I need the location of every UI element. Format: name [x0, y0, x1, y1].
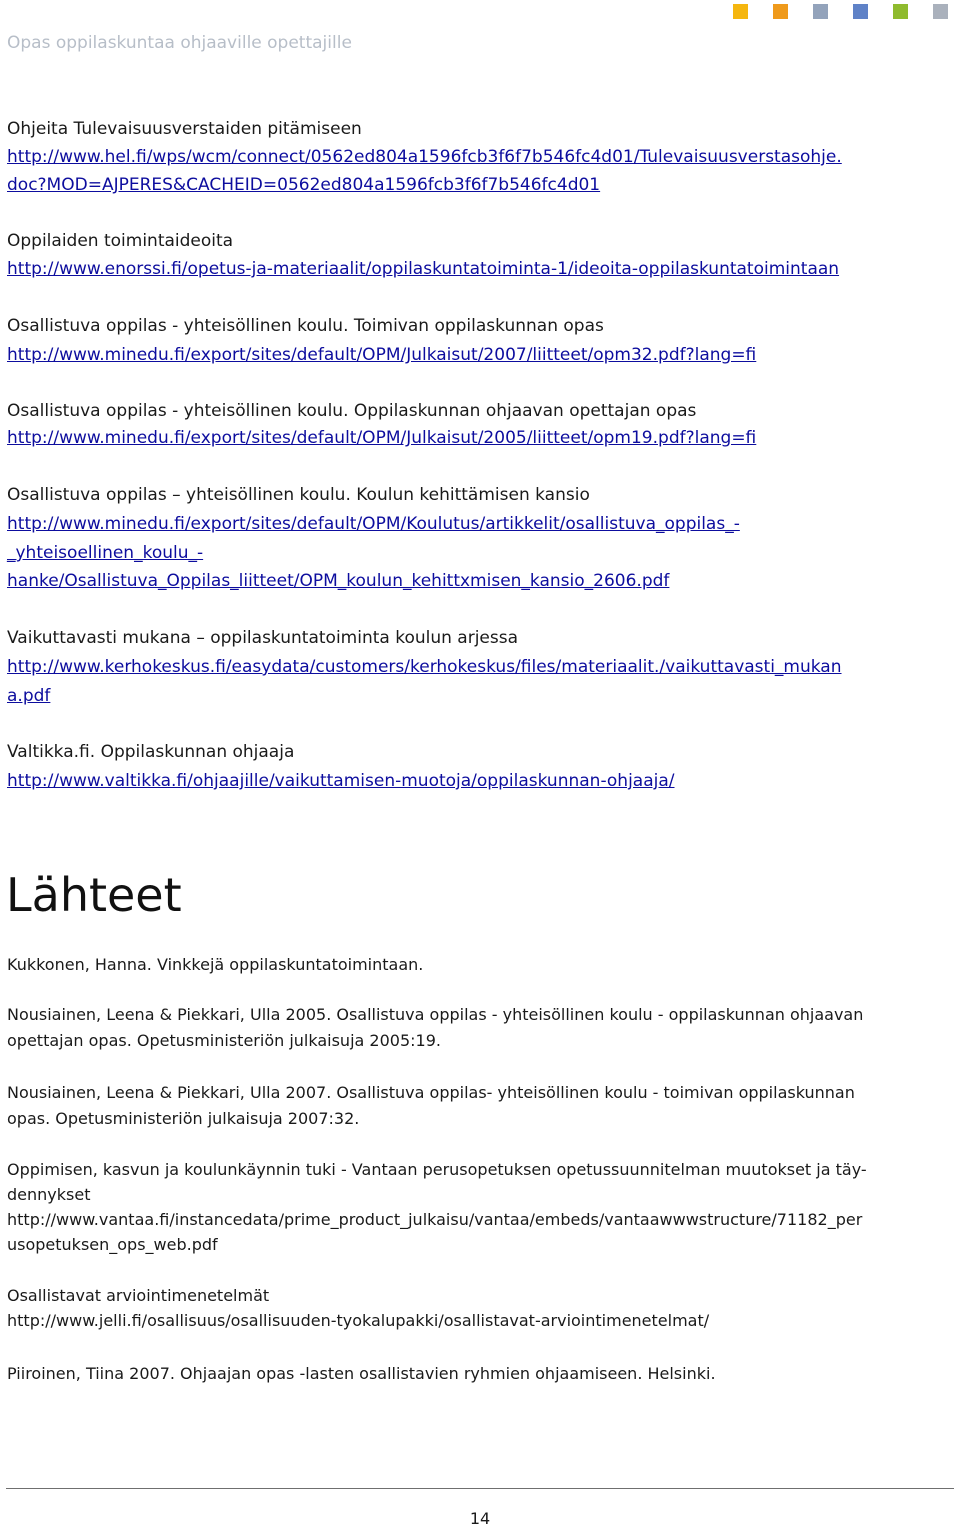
- color-square: [933, 4, 948, 19]
- footer-divider: [6, 1488, 954, 1489]
- resource-title: Valtikka.fi. Oppilaskunnan ohjaaja: [7, 742, 295, 762]
- resource-link[interactable]: http://www.enorssi.fi/opetus-ja-materiaalit/oppilaskuntatoiminta-1/ideoita-oppilaskuntatoimintaan: [7, 259, 840, 279]
- resource-title: Osallistuva oppilas - yhteisöllinen koulu. Oppilaskunnan ohjaavan opettajan opas: [7, 401, 697, 421]
- resource-title: Osallistuva oppilas - yhteisöllinen koulu. Toimivan oppilaskunnan opas: [7, 316, 604, 336]
- color-square: [893, 4, 908, 19]
- reference-url[interactable]: http://www.jelli.fi/osallisuus/osallisuuden-tyokalupakki/osallistavat-arviointimenetelmat/: [7, 1311, 710, 1330]
- resource-link[interactable]: http://www.kerhokeskus.fi/easydata/customers/kerhokeskus/files/materiaalit./vaikuttavasti_mukan: [7, 657, 842, 677]
- reference-line: Oppimisen, kasvun ja koulunkäynnin tuki - Vantaan perusopetuksen opetussuunnitelman muutokset ja täy-: [7, 1160, 867, 1179]
- resource-link[interactable]: http://www.minedu.fi/export/sites/default/OPM/Julkaisut/2005/liitteet/opm19.pdf?lang=fi: [7, 428, 757, 448]
- resource-title: Ohjeita Tulevaisuusverstaiden pitämiseen: [7, 119, 362, 139]
- reference-url[interactable]: usopetuksen_ops_web.pdf: [7, 1235, 218, 1254]
- reference-line: Nousiainen, Leena & Piekkari, Ulla 2005. Osallistuva oppilas - yhteisöllinen koulu - oppilaskunnan ohjaavan: [7, 1005, 864, 1024]
- resource-title: Vaikuttavasti mukana – oppilaskuntatoiminta koulun arjessa: [7, 628, 519, 648]
- reference-line: Piiroinen, Tiina 2007. Ohjaajan opas -lasten osallistavien ryhmien ohjaamiseen. Helsinki.: [7, 1364, 716, 1383]
- resource-link[interactable]: http://www.minedu.fi/export/sites/default/OPM/Julkaisut/2007/liitteet/opm32.pdf?lang=fi: [7, 345, 757, 365]
- reference-line: opas. Opetusministeriön julkaisuja 2007:32.: [7, 1109, 360, 1128]
- resource-link[interactable]: a.pdf: [7, 686, 51, 706]
- resource-link[interactable]: http://www.minedu.fi/export/sites/default/OPM/Koulutus/artikkelit/osallistuva_oppilas_-: [7, 514, 740, 534]
- reference-line: Nousiainen, Leena & Piekkari, Ulla 2007. Osallistuva oppilas- yhteisöllinen koulu - toimivan oppilaskunnan: [7, 1083, 855, 1102]
- page-number: 14: [469, 1509, 491, 1528]
- color-square: [733, 4, 748, 19]
- color-square: [813, 4, 828, 19]
- resource-link[interactable]: http://www.valtikka.fi/ohjaajille/vaikuttamisen-muotoja/oppilaskunnan-ohjaaja/: [7, 771, 675, 791]
- color-square: [773, 4, 788, 19]
- resource-link[interactable]: _yhteisoellinen_koulu_-: [7, 543, 204, 563]
- resource-link[interactable]: doc?MOD=AJPERES&CACHEID=0562ed804a1596fcb3f6f7b546fc4d01: [7, 175, 601, 195]
- resource-title: Oppilaiden toimintaideoita: [7, 231, 234, 251]
- reference-line: Osallistavat arviointimenetelmät: [7, 1286, 270, 1305]
- sources-heading: Lähteet: [6, 868, 182, 922]
- reference-line: Kukkonen, Hanna. Vinkkejä oppilaskuntatoimintaan.: [7, 955, 424, 974]
- reference-line: opettajan opas. Opetusministeriön julkaisuja 2005:19.: [7, 1031, 441, 1050]
- resource-link[interactable]: http://www.hel.fi/wps/wcm/connect/0562ed804a1596fcb3f6f7b546fc4d01/Tulevaisuusverstasohje.: [7, 147, 842, 167]
- resource-link[interactable]: hanke/Osallistuva_Oppilas_liitteet/OPM_koulun_kehittxmisen_kansio_2606.pdf: [7, 571, 670, 591]
- resource-title: Osallistuva oppilas – yhteisöllinen koulu. Koulun kehittämisen kansio: [7, 485, 590, 505]
- reference-url[interactable]: http://www.vantaa.fi/instancedata/prime_product_julkaisu/vantaa/embeds/vantaawwwstructure/71182_per: [7, 1210, 863, 1229]
- reference-line: dennykset: [7, 1185, 91, 1204]
- header-title: Opas oppilaskuntaa ohjaaville opettajille: [7, 33, 352, 53]
- color-square: [853, 4, 868, 19]
